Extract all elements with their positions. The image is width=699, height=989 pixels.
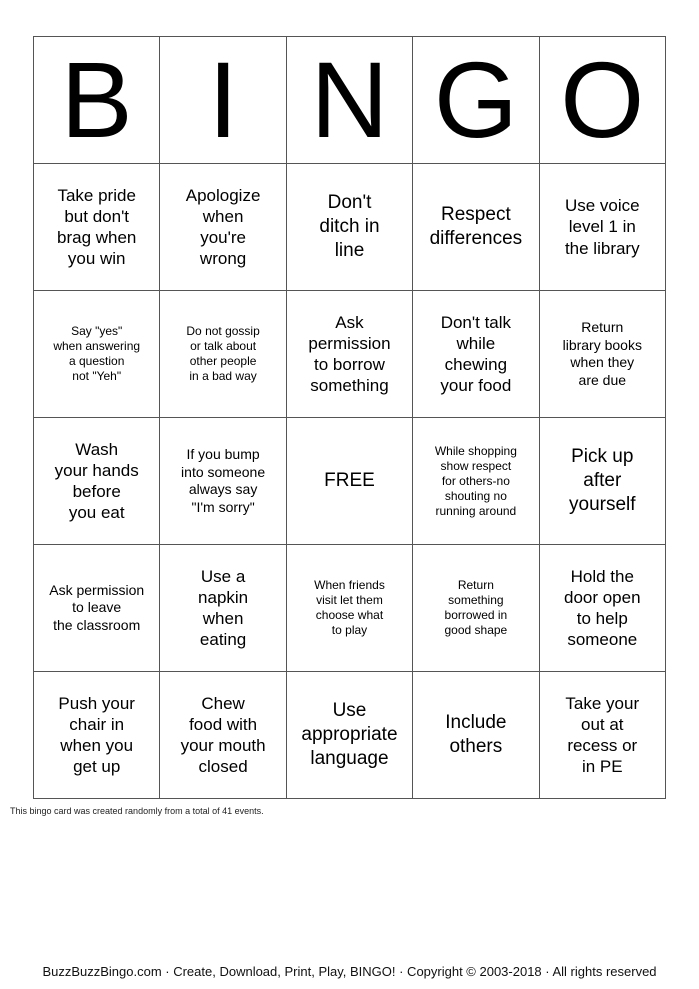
bingo-row-4 bbox=[34, 545, 666, 672]
bingo-cell: Pick up after yourself bbox=[539, 418, 665, 545]
bingo-cell: Apologize when you're wrong bbox=[160, 164, 286, 291]
bingo-header-row bbox=[34, 37, 666, 164]
bingo-cell: Take pride but don't brag when you win bbox=[34, 164, 160, 291]
bingo-cell: While shopping show respect for others-no shouting no running around bbox=[413, 418, 539, 545]
bingo-cell: Include others bbox=[413, 672, 539, 799]
card-note: This bingo card was created randomly from a total of 41 events. bbox=[10, 806, 264, 816]
bingo-row-1 bbox=[34, 164, 666, 291]
bingo-row-2 bbox=[34, 291, 666, 418]
bingo-cell: Wash your hands before you eat bbox=[34, 418, 160, 545]
bingo-cell: If you bump into someone always say "I'm sorry" bbox=[160, 418, 286, 545]
bingo-cell: Use a napkin when eating bbox=[160, 545, 286, 672]
bingo-cell: Hold the door open to help someone bbox=[539, 545, 665, 672]
bingo-row-3 bbox=[34, 418, 666, 545]
bingo-cell: Return library books when they are due bbox=[539, 291, 665, 418]
bingo-cell: Chew food with your mouth closed bbox=[160, 672, 286, 799]
bingo-cell: Say "yes" when answering a question not "Yeh" bbox=[34, 291, 160, 418]
bingo-cell: Ask permission to leave the classroom bbox=[34, 545, 160, 672]
bingo-row-5 bbox=[34, 672, 666, 799]
header-letter-o: O bbox=[539, 37, 665, 164]
bingo-card bbox=[33, 36, 666, 799]
bingo-cell: Respect differences bbox=[413, 164, 539, 291]
bingo-cell: When friends visit let them choose what to play bbox=[286, 545, 412, 672]
header-letter-n: N bbox=[286, 37, 412, 164]
bingo-cell: Use voice level 1 in the library bbox=[539, 164, 665, 291]
bingo-cell: Use appropriate language bbox=[286, 672, 412, 799]
header-letter-g: G bbox=[413, 37, 539, 164]
bingo-cell: Don't talk while chewing your food bbox=[413, 291, 539, 418]
bingo-cell: Ask permission to borrow something bbox=[286, 291, 412, 418]
bingo-cell: Take your out at recess or in PE bbox=[539, 672, 665, 799]
bingo-cell: Don't ditch in line bbox=[286, 164, 412, 291]
bingo-cell: Push your chair in when you get up bbox=[34, 672, 160, 799]
header-letter-i: I bbox=[160, 37, 286, 164]
header-letter-b: B bbox=[34, 37, 160, 164]
copyright-footer: BuzzBuzzBingo.com · Create, Download, Print, Play, BINGO! · Copyright © 2003-2018 · All rights reserved bbox=[42, 964, 657, 979]
bingo-cell: Do not gossip or talk about other people in a bad way bbox=[160, 291, 286, 418]
bingo-cell: Return something borrowed in good shape bbox=[413, 545, 539, 672]
free-space-cell: FREE bbox=[286, 418, 412, 545]
